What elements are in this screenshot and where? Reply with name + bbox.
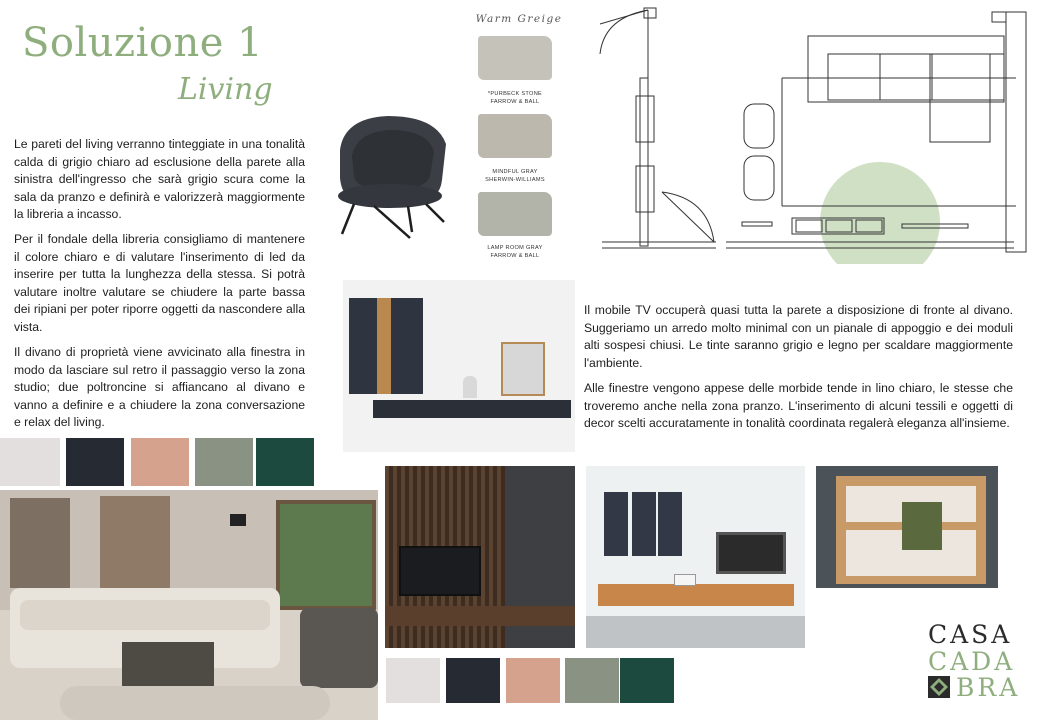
bookcase-photo [816, 466, 998, 588]
paragraph-curtains: Alle finestre vengono appese delle morbide tende in lino chiaro, le stesse che troveremo anche nella zona pranzo. L'inserimento di alcuni tessili e oggetti di decor scelti accuratamente in tonalità coordinata regalerà eleganza all'insieme. [584, 381, 1013, 431]
color-swatch [565, 658, 619, 703]
color-swatch [446, 658, 500, 703]
color-swatch [256, 438, 314, 486]
color-swatch [620, 658, 674, 703]
paint-sample [478, 114, 552, 158]
paint-sample [478, 36, 552, 80]
light-tv-wall-photo [586, 466, 805, 648]
paragraph-sofa: Il divano di proprietà viene avvicinato alla finestra in modo da lasciare sul retro il passaggio verso la zona studio; due poltroncine si affiancano al divano e vanno a definire e a chiudere la zona conversazione e relax del living. [14, 345, 305, 430]
color-swatch [66, 438, 124, 486]
logo-text-casa: CASA [928, 620, 1013, 649]
floor-plan [596, 6, 1028, 264]
paragraph-walls: Le pareti del living verranno tinteggiate in una tonalità calda di grigio chiaro ad esclusione della parete alla sinistra dell'ingresso che sarà grigio scura come la sala da pranzo e definirà e valorizzerà maggiormente la libreria a incasso. [14, 137, 305, 222]
logo-mark-icon [928, 676, 950, 698]
color-swatch [386, 658, 440, 703]
color-swatch [195, 438, 253, 486]
dark-tv-wall-photo [385, 466, 575, 648]
paragraph-tv-unit: Il mobile TV occuperà quasi tutta la parete a disposizione di fronte al divano. Suggeriamo un arredo molto minimal con un pianale di appoggio e dei moduli alti sospesi chiusi. Le tinte saranno grigio e legno per scaldare maggiormente l'ambiente. [584, 303, 1013, 370]
page-subtitle: Living [178, 72, 273, 107]
color-swatch [506, 658, 560, 703]
tv-unit-photo [343, 280, 575, 452]
paragraph-bookcase: Per il fondale della libreria consigliamo di mantenere il colore chiaro e di valutare l'inserimento di led da inserire per tutta la lunghezza della stessa. Si potrà valutare inoltre valutare se chiudere la parte bassa dei ripiani per poter riporre oggetti da nascondere alla vista. [14, 232, 305, 334]
paint-label: MINDFUL GRAY SHERWIN-WILLIAMS [485, 169, 545, 183]
paint-label: LAMP ROOM GRAY FARROW & BALL [487, 245, 543, 259]
palette-title: Warm Greige [475, 13, 563, 25]
living-room-photo [0, 490, 378, 720]
logo-text-cada: CADA [928, 647, 1016, 676]
logo-text-bra: BRA [956, 673, 1021, 702]
paint-label: *PURBECK STONE FARROW & BALL [487, 91, 543, 105]
paint-sample [478, 192, 552, 236]
page-title: Soluzione 1 [22, 20, 264, 66]
color-swatch [131, 438, 189, 486]
color-swatch [0, 438, 60, 486]
armchair-image [330, 108, 460, 240]
